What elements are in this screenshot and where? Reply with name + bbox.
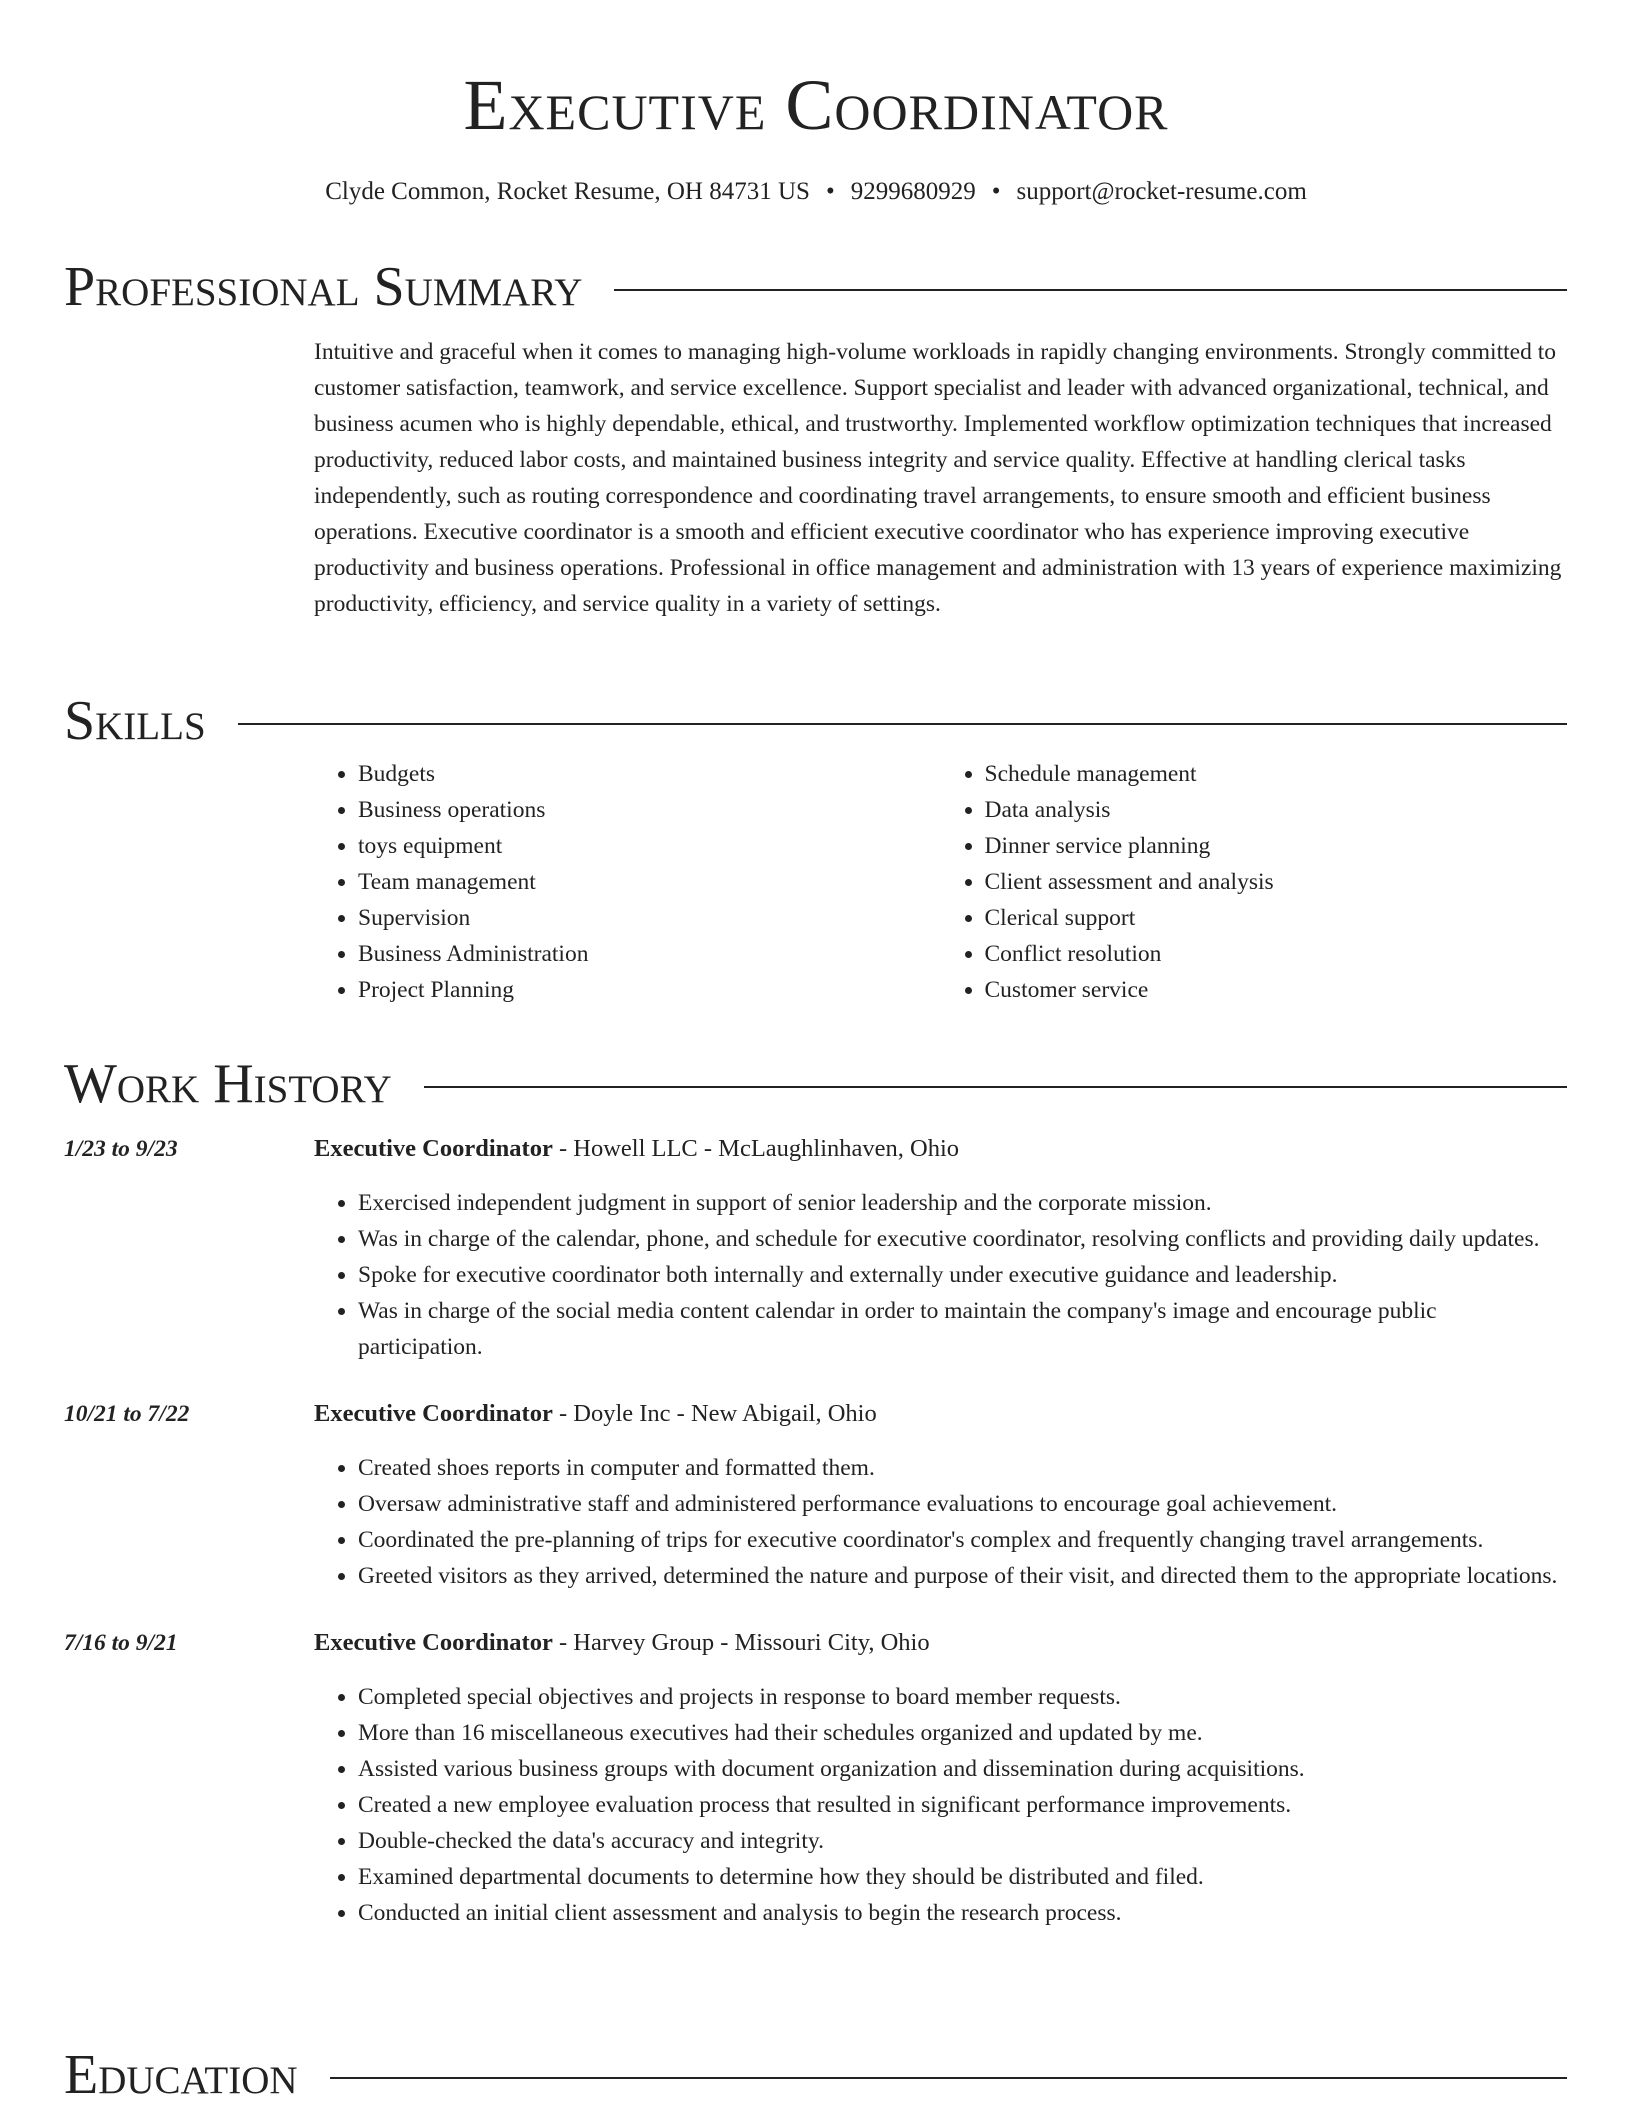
skills-body xyxy=(314,756,1567,1008)
skill-item: • Budgets xyxy=(358,756,941,792)
skill-item: • Team management xyxy=(358,864,941,900)
job-heading xyxy=(314,1396,1567,1432)
skill-item: • Project Planning xyxy=(358,972,941,1008)
skill-item: • Schedule management xyxy=(985,756,1568,792)
job-bullet: • Coordinated the pre-planning of trips for executive coordinator's complex and frequently changing travel arrangements. xyxy=(358,1522,1567,1558)
job-bullet: • Completed special objectives and projects in response to board member requests. xyxy=(358,1679,1567,1715)
skills-list-left xyxy=(314,756,941,1008)
skills-header xyxy=(64,686,1567,756)
job-bullet: • Spoke for executive coordinator both internally and externally under executive guidance and leadership. xyxy=(358,1257,1567,1293)
skill-item: • Conflict resolution xyxy=(985,936,1568,972)
job-heading xyxy=(314,1625,1567,1661)
job-bullet: • Greeted visitors as they arrived, determined the nature and purpose of their visit, and directed them to the appropriate locations. xyxy=(358,1558,1567,1594)
contact-line xyxy=(0,174,1632,210)
job-title: Executive Coordinator xyxy=(314,1629,553,1656)
summary-header xyxy=(64,252,1567,322)
skills-list-right xyxy=(941,756,1568,1008)
summary-text: Intuitive and graceful when it comes to managing high-volume workloads in rapidly changing environments. Strongly committed to customer satisfaction, teamwork, and service excellence. Support specialist and leader with advanced organizational, technical, and business acumen who is highly dependable, ethical, and trustworthy. Implemented workflow optimization techniques that increased productivity, reduced labor costs, and maintained business integrity and service quality. Effective at handling clerical tasks independently, such as routing correspondence and coordinating travel arrangements, to ensure smooth and efficient business operations. Executive coordinator is a smooth and efficient executive coordinator who has experience improving executive productivity and business operations. Professional in office management and administration with 13 years of experience maximizing productivity, efficiency, and service quality in a variety of settings. xyxy=(314,339,1562,617)
section-divider xyxy=(238,723,1567,725)
job-bullet: • Assisted various business groups with document organization and dissemination during acquisitions. xyxy=(358,1751,1567,1787)
skill-item: • Business Administration xyxy=(358,936,941,972)
job-bullet: • Was in charge of the calendar, phone, and schedule for executive coordinator, resolving conflicts and providing daily updates. xyxy=(358,1221,1567,1257)
job-bullet: • Created a new employee evaluation process that resulted in significant performance improvements. xyxy=(358,1787,1567,1823)
contact-separator: • xyxy=(825,178,835,205)
section-divider xyxy=(330,2077,1567,2079)
candidate-name: Executive Coordinator xyxy=(463,65,1169,145)
skills-section xyxy=(64,686,1567,1008)
job-bullet: • Examined departmental documents to determine how they should be distributed and filed. xyxy=(358,1859,1567,1895)
job-bullet: • Double-checked the data's accuracy and integrity. xyxy=(358,1823,1567,1859)
job-dates: 1/23 to 9/23 xyxy=(64,1136,178,1162)
section-divider xyxy=(424,1086,1567,1088)
job-entry xyxy=(64,1625,1567,1931)
summary-title: Professional Summary xyxy=(64,256,583,318)
contact-separator: • xyxy=(991,178,1001,205)
job-title: Executive Coordinator xyxy=(314,1400,553,1427)
job-entry xyxy=(64,1131,1567,1365)
work-section xyxy=(64,1049,1567,1931)
job-heading xyxy=(314,1131,1567,1167)
skills-grid xyxy=(314,756,1567,1008)
skill-item: • Customer service xyxy=(985,972,1568,1008)
job-bullet: • Was in charge of the social media content calendar in order to maintain the company's image and encourage public participation. xyxy=(358,1293,1567,1365)
job-dates: 10/21 to 7/22 xyxy=(64,1401,190,1427)
job-company-location: - Harvey Group - Missouri City, Ohio xyxy=(552,1629,930,1656)
skill-item: • Data analysis xyxy=(985,792,1568,828)
job-dates: 7/16 to 9/21 xyxy=(64,1630,178,1656)
education-section xyxy=(64,2040,1567,2110)
skills-title: Skills xyxy=(64,690,206,752)
education-header xyxy=(64,2040,1567,2110)
job-bullet: • More than 16 miscellaneous executives had their schedules organized and updated by me. xyxy=(358,1715,1567,1751)
section-divider xyxy=(614,289,1567,291)
job-company-location: - Howell LLC - McLaughlinhaven, Ohio xyxy=(552,1135,960,1162)
contact-address: Clyde Common, Rocket Resume, OH 84731 US xyxy=(325,178,810,205)
skill-item: • Client assessment and analysis xyxy=(985,864,1568,900)
work-header xyxy=(64,1049,1567,1119)
job-bullets xyxy=(314,1450,1567,1594)
job-bullets xyxy=(314,1679,1567,1931)
contact-phone: 9299680929 xyxy=(850,178,976,205)
summary-section xyxy=(64,252,1567,622)
skill-item: • Supervision xyxy=(358,900,941,936)
job-bullets xyxy=(314,1185,1567,1365)
skill-item: • Business operations xyxy=(358,792,941,828)
contact-email[interactable]: support@rocket-resume.com xyxy=(1016,178,1307,205)
job-title: Executive Coordinator xyxy=(314,1135,553,1162)
job-entry xyxy=(64,1396,1567,1594)
job-company-location: - Doyle Inc - New Abigail, Ohio xyxy=(552,1400,877,1427)
summary-body xyxy=(314,334,1567,622)
skill-item: • Clerical support xyxy=(985,900,1568,936)
skill-item: • Dinner service planning xyxy=(985,828,1568,864)
job-bullet: • Exercised independent judgment in support of senior leadership and the corporate mission. xyxy=(358,1185,1567,1221)
education-title: Education xyxy=(64,2044,298,2106)
job-bullet: • Created shoes reports in computer and formatted them. xyxy=(358,1450,1567,1486)
job-bullet: • Oversaw administrative staff and administered performance evaluations to encourage goal achievement. xyxy=(358,1486,1567,1522)
work-title: Work History xyxy=(64,1053,392,1115)
job-bullet: • Conducted an initial client assessment and analysis to begin the research process. xyxy=(358,1895,1567,1931)
skill-item: • toys equipment xyxy=(358,828,941,864)
